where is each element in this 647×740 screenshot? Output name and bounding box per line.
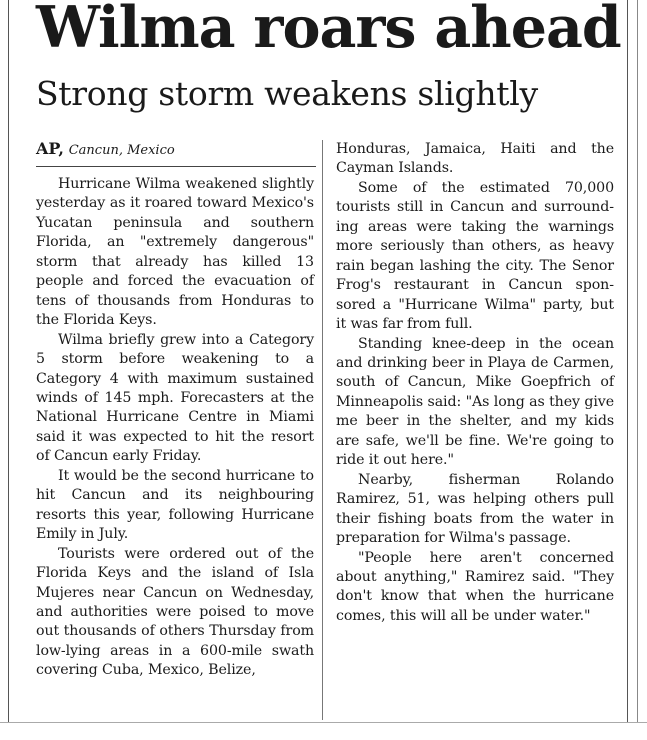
paragraph: Wilma briefly grew into a Category 5 storm before weakening to a Category 4 with maximum sustained winds of 145 mph. Forecasters at the National Hurricane Centre in Miami said it was expected to hit the resort of Cancun early Friday. [36,331,314,465]
paragraph: It would be the second hurricane to hit Cancun and its neighbouring resorts this year, following Hurricane Emily in July. [36,467,314,543]
paragraph: Some of the estimated 70,000 tourists still in Cancun and surrounding areas were taking the warnings more seriously than others, as heavy rain began lashing the city. The Senor Frog's restaurant in Cancun sponsored a "Hurricane Wilma" party, but it was far from full. [336,179,614,333]
byline-divider [36,166,316,167]
subheadline: Strong storm weakens slightly [36,74,538,113]
paragraph-continued: Honduras, Jamaica, Haiti and the Cayman Islands. [336,141,614,177]
page-border-left [8,0,9,722]
byline-agency: AP, [36,139,64,158]
paragraph: "People here aren't concerned about anything," Ramirez said. "They don't know that when the hurricane comes, this will all be under water." [336,549,614,624]
article-column-2 [336,140,614,626]
page-border-right [627,0,628,722]
headline: Wilma roars ahead [36,0,621,61]
article-column-1 [36,175,314,681]
byline [36,139,175,161]
byline-location: Cancun, Mexico [68,143,175,158]
column-divider [322,140,323,720]
page-border-right-outer [637,0,638,722]
paragraph: Hurricane Wilma weakened slightly yesterday as it roared toward Mexico's Yucatan peninsula and southern Florida, an "extremely dangerous" storm that already has killed 13 people and forced the evacuation of tens of thousands from Honduras to the Florida Keys. [36,176,314,329]
paragraph: Standing knee-deep in the ocean and drinking beer in Playa de Carmen, south of Cancun, Mike Goepfrich of Minneapolis said: "As long as they give me beer in the shelter, and my kids are safe, we'll be fine. We're going to ride it out here." [336,335,614,469]
paragraph: Nearby, fisherman Rolando Ramirez, 51, was helping others pull their fishing boats from the water in preparation for Wilma's passage. [336,471,614,547]
paragraph: Tourists were ordered out of the Florida Keys and the island of Isla Mujeres near Cancun on Wednesday, and authorities were poised to move out thousands of others Thursday from low-lying areas in a 600-mile swath covering Cuba, Mexico, Belize, [36,545,314,679]
page-bottom-border [0,722,647,723]
